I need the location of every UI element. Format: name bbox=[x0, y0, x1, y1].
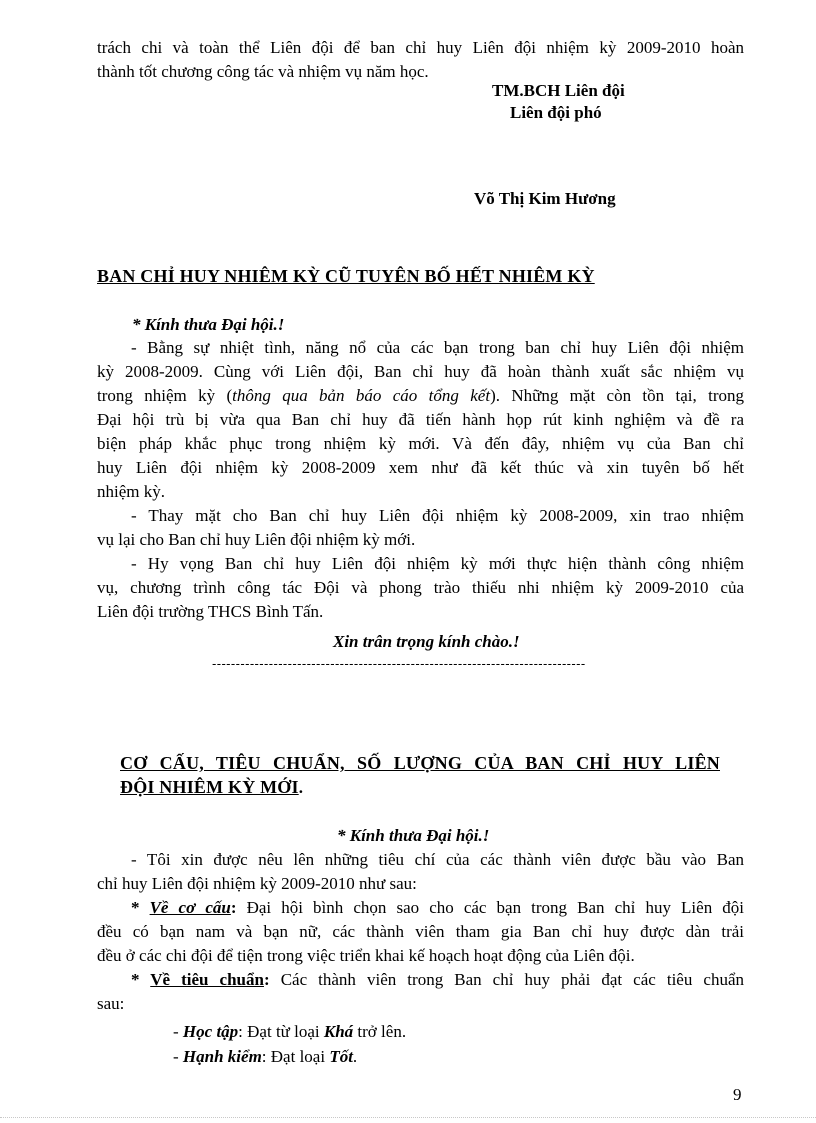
text-run: Các thành viên trong Ban chỉ huy phải đạt các tiêu chuẩn bbox=[269, 970, 744, 989]
section1-greeting: * Kính thưa Đại hội.! bbox=[132, 315, 285, 334]
section2-body bbox=[97, 848, 744, 1016]
hoc-tap-value: Khá bbox=[323, 1022, 354, 1041]
text-line: nhiệm kỳ. bbox=[97, 482, 165, 501]
text-run: Đại hội bình chọn sao cho các bạn trong Ban chỉ huy Liên đội bbox=[236, 898, 745, 917]
page-bottom-border bbox=[0, 1117, 816, 1118]
label-colon: : bbox=[263, 970, 270, 989]
text-line: Đại hội trù bị vừa qua Ban chỉ huy đã tiến hành họp rút kinh nghiệm và đề ra bbox=[97, 410, 744, 429]
co-cau-label: Về cơ cấu bbox=[149, 898, 231, 917]
section1-heading: BAN CHỈ HUY NHIÊM KỲ CŨ TUYÊN BỐ HẾT NHIÊM KỲ bbox=[97, 266, 595, 286]
tieu-chuan-label: Về tiêu chuẩn bbox=[150, 970, 264, 989]
text-run: : Đạt loại bbox=[261, 1047, 330, 1066]
text-line: vụ, chương trình công tác Đội và phong trào thiếu nhi nhiệm kỳ 2009-2010 của bbox=[97, 578, 744, 597]
hanh-kiem-line bbox=[173, 1046, 357, 1068]
text-line: đều ở các chi đội để tiện trong việc triển khai kế hoạch hoạt động của Liên đội. bbox=[97, 946, 635, 965]
signature-role: Liên đội phó bbox=[510, 103, 602, 122]
text-line: huy Liên đội nhiệm kỳ 2008-2009 xem như đã kết thúc và xin tuyên bố hết bbox=[97, 458, 744, 477]
text-line: sau: bbox=[97, 994, 125, 1013]
text-line: - Bằng sự nhiệt tình, năng nổ của các bạn trong ban chỉ huy Liên đội nhiệm bbox=[131, 338, 744, 357]
dash: - bbox=[173, 1022, 183, 1041]
hoc-tap-label: Học tập bbox=[182, 1022, 239, 1041]
section2-heading-line2 bbox=[120, 776, 303, 799]
intro-paragraph bbox=[97, 36, 744, 84]
signature-org: TM.BCH Liên đội bbox=[492, 81, 625, 100]
text-line bbox=[97, 384, 744, 408]
text-line: kỳ 2008-2009. Cùng với Liên đội, Ban chỉ huy đã hoàn thành xuất sắc nhiệm vụ bbox=[97, 362, 744, 381]
text-line: - Thay mặt cho Ban chỉ huy Liên đội nhiệm kỳ 2008-2009, xin trao nhiệm bbox=[131, 506, 744, 525]
text-line: thành tốt chương công tác và nhiệm vụ năm học. bbox=[97, 62, 429, 81]
co-cau-line bbox=[97, 896, 744, 920]
section1-closing: Xin trân trọng kính chào.! bbox=[333, 632, 520, 651]
text-run: ). Những mặt còn tồn tại, trong bbox=[490, 386, 744, 405]
heading-period: . bbox=[298, 778, 303, 797]
heading-text: ĐỘI NHIÊM KỲ MỚI bbox=[120, 777, 299, 797]
text-run: : Đạt từ loại bbox=[238, 1022, 324, 1041]
text-line: biện pháp khắc phục trong nhiệm kỳ mới. Và đến đây, nhiệm vụ của Ban chỉ bbox=[97, 434, 744, 453]
signature-name: Võ Thị Kim Hương bbox=[474, 189, 616, 208]
bullet-star: * bbox=[131, 970, 151, 989]
hanh-kiem-label: Hạnh kiểm bbox=[182, 1047, 262, 1066]
separator-line: ------------------------------------------------------------------------------- bbox=[212, 657, 586, 671]
section1-body bbox=[97, 336, 744, 624]
text-run: trở lên. bbox=[353, 1022, 407, 1041]
label-colon: : bbox=[230, 898, 237, 917]
text-line: - Tôi xin được nêu lên những tiêu chí của các thành viên được bầu vào Ban bbox=[131, 850, 744, 869]
text-line: trách chi và toàn thể Liên đội để ban chỉ huy Liên đội nhiệm kỳ 2009-2010 hoàn bbox=[97, 38, 744, 57]
bullet-star: * bbox=[131, 898, 150, 917]
text-run: . bbox=[352, 1047, 358, 1066]
text-line: chỉ huy Liên đội nhiệm kỳ 2009-2010 như sau: bbox=[97, 874, 417, 893]
section2-heading-line1: CƠ CẤU, TIÊU CHUẨN, SỐ LƯỢNG CỦA BAN CHỈ HUY LIÊN bbox=[120, 753, 720, 773]
dash: - bbox=[173, 1047, 183, 1066]
page-number: 9 bbox=[733, 1085, 742, 1104]
section2-greeting: * Kính thưa Đại hội.! bbox=[337, 826, 490, 845]
tieu-chuan-line bbox=[97, 968, 744, 992]
text-line: vụ lại cho Ban chỉ huy Liên đội nhiệm kỳ mới. bbox=[97, 530, 416, 549]
text-run: trong nhiệm kỳ ( bbox=[97, 386, 233, 405]
text-line: - Hy vọng Ban chỉ huy Liên đội nhiệm kỳ mới thực hiện thành công nhiệm bbox=[131, 554, 744, 573]
hoc-tap-line bbox=[173, 1021, 406, 1043]
text-line: Liên đội trường THCS Bình Tấn. bbox=[97, 602, 324, 621]
text-line: đều có bạn nam và bạn nữ, các thành viên tham gia Ban chỉ huy được dàn trải bbox=[97, 922, 744, 941]
hanh-kiem-value: Tốt bbox=[329, 1047, 353, 1066]
italic-note: thông qua bản báo cáo tổng kết bbox=[232, 386, 491, 405]
